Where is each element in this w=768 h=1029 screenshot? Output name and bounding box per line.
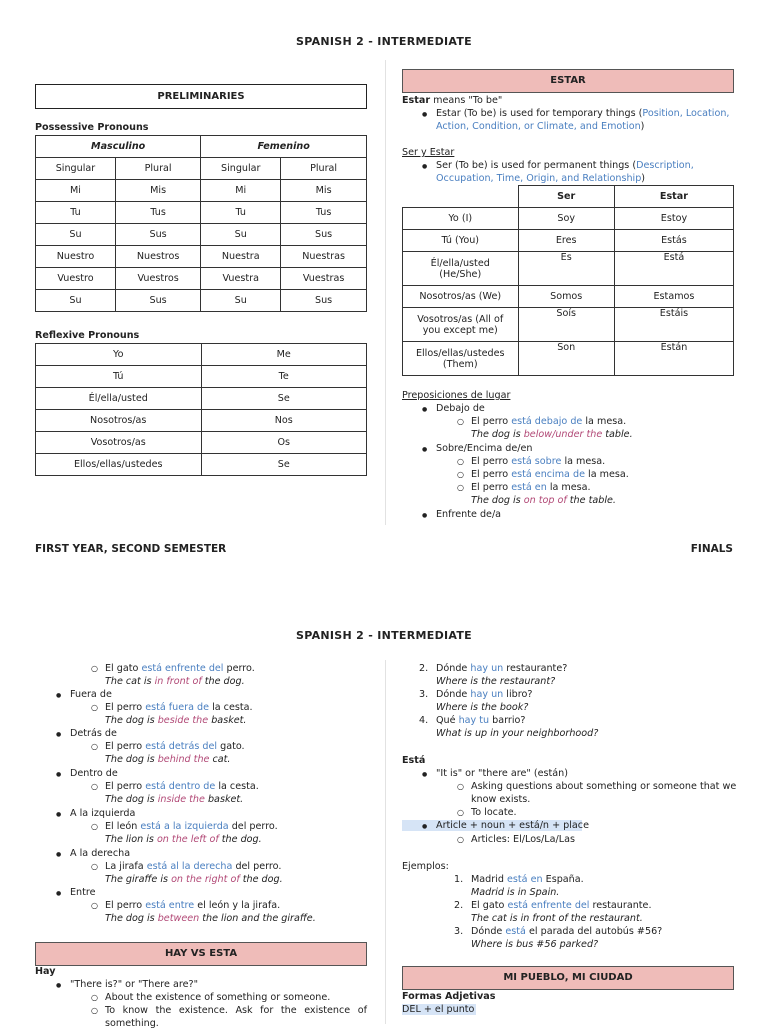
cell: Sus (281, 224, 367, 246)
text: Ser (To be) is used for permanent things ( (436, 160, 637, 171)
t: The dog is (105, 715, 158, 726)
cell: Nuestros (115, 246, 200, 268)
example (471, 469, 629, 480)
cell: Estamos (614, 286, 733, 308)
t: del perro. (232, 861, 282, 872)
num: 3. (454, 926, 464, 937)
cell: Sus (281, 290, 367, 312)
cell: Su (201, 290, 281, 312)
hay-label: Hay (35, 966, 56, 977)
cell: Vuestros (115, 268, 200, 290)
list-item: ● Debajo de (436, 403, 485, 414)
t: basket. (204, 794, 244, 805)
estar-means (402, 95, 502, 106)
t: El perro (105, 741, 146, 752)
t: the lion and the giraffe. (199, 913, 316, 924)
possessive-pronouns-table (35, 135, 367, 312)
page-title: SPANISH 2 - INTERMEDIATE (296, 35, 472, 48)
translation (105, 913, 316, 924)
translation (471, 495, 616, 506)
t: El perro (471, 469, 512, 480)
t: on top of (523, 495, 567, 506)
example (105, 702, 253, 713)
text: Description, (636, 160, 694, 171)
blank-header (403, 186, 519, 208)
cell: Ellos/ellas/ustedes (Them) (403, 342, 519, 376)
t: the dog. (239, 874, 283, 885)
t: la mesa. (546, 482, 591, 493)
t: está en (511, 482, 547, 493)
cell: Mi (201, 180, 281, 202)
cell: Es (518, 252, 614, 286)
example (105, 781, 259, 792)
cell: Tus (115, 202, 200, 224)
list-item-cont (436, 121, 644, 132)
t: cat. (209, 754, 231, 765)
list-item-cont (436, 173, 645, 184)
t: The dog is (105, 754, 158, 765)
t: la mesa. (561, 456, 606, 467)
table-row (403, 208, 734, 230)
t: the table. (566, 495, 616, 506)
t: perro. (223, 663, 255, 674)
subheader: Plural (281, 158, 367, 180)
cell: Vuestro (36, 268, 116, 290)
t: está detrás del (145, 741, 218, 752)
sub-item: ○ Asking questions about something or someone that we (471, 781, 736, 792)
t: El perro (105, 781, 146, 792)
list-item: ● "It is" or "there are" (están) (436, 768, 568, 779)
translation (105, 676, 245, 687)
t: hay tu (458, 715, 490, 726)
cell: Tú (36, 366, 202, 388)
column-divider (385, 60, 386, 525)
list-item: ● Fuera de (70, 689, 112, 700)
table-row (403, 252, 734, 286)
translation: Where is the book? (436, 702, 529, 713)
text: Estar (To be) is used for temporary things ( (436, 108, 643, 119)
cell: Se (201, 454, 367, 476)
example (471, 482, 591, 493)
t: la cesta. (209, 702, 253, 713)
list-item: ● Enfrente de/a (436, 509, 501, 520)
cell: Él/ella/usted (36, 388, 202, 410)
table-row (36, 388, 367, 410)
masculino-header: Masculino (36, 136, 201, 158)
estar-header: Estar (614, 186, 733, 208)
t: Dónde (471, 926, 506, 937)
t: The cat is (105, 676, 155, 687)
t: Qué (436, 715, 459, 726)
cell: Vosotros/as (All of you except me) (403, 308, 519, 342)
example (471, 416, 626, 427)
esta-formula-highlight (402, 820, 589, 831)
t: está fuera de (145, 702, 210, 713)
list-item: ● A la derecha (70, 848, 130, 859)
translation (105, 874, 283, 885)
t: restaurante. (589, 900, 652, 911)
preliminaries-heading: PRELIMINARIES (35, 84, 367, 109)
t: está enfrente del (507, 900, 590, 911)
estar-heading: ESTAR (402, 69, 734, 93)
translation (105, 754, 230, 765)
t: behind the (157, 754, 210, 765)
example (454, 874, 584, 885)
table-row (36, 246, 367, 268)
cell: Somos (518, 286, 614, 308)
cell: Su (36, 224, 116, 246)
t: está al la derecha (146, 861, 233, 872)
cell: Nosotros/as (We) (403, 286, 519, 308)
table-row (36, 410, 367, 432)
t: está encima de (511, 469, 585, 480)
t: hay un (470, 689, 504, 700)
t: gato. (217, 741, 245, 752)
cell: Yo (36, 344, 202, 366)
translation (105, 834, 262, 845)
list-item (436, 108, 729, 119)
t: del perro. (228, 821, 278, 832)
t: la mesa. (582, 416, 627, 427)
translation (471, 429, 633, 440)
cell: Mi (36, 180, 116, 202)
t: the dog. (218, 834, 262, 845)
sub-item: ○ Articles: El/Los/La/Las (471, 834, 575, 845)
example (454, 900, 652, 911)
reflexive-pronouns-label: Reflexive Pronouns (35, 330, 140, 341)
table-row (36, 180, 367, 202)
t: The dog is (105, 913, 158, 924)
cell: Tu (36, 202, 116, 224)
t: The dog is (471, 429, 524, 440)
list-item: ● Entre (70, 887, 96, 898)
cell: Me (201, 344, 367, 366)
preposiciones-label: Preposiciones de lugar (402, 390, 511, 401)
cell: Vuestras (281, 268, 367, 290)
cell: Mis (281, 180, 367, 202)
t: la mesa. (584, 469, 629, 480)
femenino-header: Femenino (201, 136, 367, 158)
cell: Su (36, 290, 116, 312)
table-row (36, 366, 367, 388)
t: El perro (105, 900, 146, 911)
subheader: Plural (115, 158, 200, 180)
t: Madrid (471, 874, 507, 885)
t: España. (542, 874, 584, 885)
cell: Estáis (614, 308, 733, 342)
sub-item: ○ To locate. (471, 807, 517, 818)
list-item (436, 160, 694, 171)
ser-y-estar-label: Ser y Estar (402, 147, 455, 158)
cell: Soís (518, 308, 614, 342)
num: 2. (419, 663, 429, 674)
t: está en (507, 874, 543, 885)
num: 2. (454, 900, 464, 911)
subheader: Singular (201, 158, 281, 180)
translation (105, 794, 243, 805)
cell: Mis (115, 180, 200, 202)
translation: Madrid is in Spain. (471, 887, 560, 898)
t: The lion is (105, 834, 157, 845)
t: restaurante? (503, 663, 568, 674)
question (419, 689, 532, 700)
cell: Sus (115, 290, 200, 312)
t: The giraffe is (105, 874, 172, 885)
t: beside the (157, 715, 209, 726)
t: the dog. (201, 676, 245, 687)
t: está debajo de (511, 416, 583, 427)
cell: Tus (281, 202, 367, 224)
cell: Tú (You) (403, 230, 519, 252)
page-title: SPANISH 2 - INTERMEDIATE (296, 629, 472, 642)
cell: Estás (614, 230, 733, 252)
cell: Soy (518, 208, 614, 230)
num: 4. (419, 715, 429, 726)
question (419, 715, 526, 726)
t: El gato (105, 663, 142, 674)
cell: Nosotros/as (36, 410, 202, 432)
table-row (403, 286, 734, 308)
cell: Te (201, 366, 367, 388)
cell: Nos (201, 410, 367, 432)
footer-semester: FIRST YEAR, SECOND SEMESTER (35, 543, 227, 555)
num: 1. (454, 874, 464, 885)
cell: Vosotros/as (36, 432, 202, 454)
text: Occupation, Time, Origin, and Relationship (436, 173, 642, 184)
t: between (157, 913, 200, 924)
text: Action, Condition, or Climate, and Emotion (436, 121, 641, 132)
cell: Eres (518, 230, 614, 252)
t: Dónde (436, 689, 471, 700)
esta-formula: ● Article + noun + está/n + place (436, 820, 589, 831)
text: Position, Location, (642, 108, 730, 119)
translation: Where is bus #56 parked? (471, 939, 599, 950)
t: El perro (471, 456, 512, 467)
list-item: ● "There is?" or "There are?" (70, 979, 198, 990)
estar-word: Estar (402, 95, 431, 106)
table-row (36, 224, 367, 246)
sub-item: ○ To know the existence. Ask for the existence of (105, 1005, 367, 1016)
t: inside the (157, 794, 205, 805)
cell: Nuestra (201, 246, 281, 268)
cell: Vuestra (201, 268, 281, 290)
t: barrio? (489, 715, 526, 726)
list-item: ● Dentro de (70, 768, 118, 779)
list-item: ● A la izquierda (70, 808, 135, 819)
t: below/under the (523, 429, 603, 440)
t: basket. (208, 715, 247, 726)
t: on the left of (156, 834, 219, 845)
num: 3. (419, 689, 429, 700)
table-row (36, 268, 367, 290)
table-row (36, 202, 367, 224)
t: está sobre (511, 456, 562, 467)
example (454, 926, 662, 937)
t: la cesta. (215, 781, 259, 792)
formas-adjetivas-label: Formas Adjetivas (402, 991, 496, 1002)
text: ) (640, 121, 645, 132)
t: está entre (145, 900, 195, 911)
means-text: means "To be" (430, 95, 503, 106)
t: Dónde (436, 663, 471, 674)
ser-header: Ser (518, 186, 614, 208)
t: hay un (470, 663, 504, 674)
question (419, 663, 567, 674)
table-row (403, 342, 734, 376)
t: La jirafa (105, 861, 147, 872)
table-row (403, 308, 734, 342)
t: on the right of (171, 874, 240, 885)
translation: Where is the restaurant? (436, 676, 556, 687)
cell: Se (201, 388, 367, 410)
t: The dog is (471, 495, 524, 506)
cell: Ellos/ellas/ustedes (36, 454, 202, 476)
cell: Él/ella/usted (He/She) (403, 252, 519, 286)
sub-item-cont: know exists. (471, 794, 531, 805)
t: está enfrente del (141, 663, 224, 674)
text: ) (641, 173, 646, 184)
example (105, 900, 280, 911)
t: está dentro de (145, 781, 216, 792)
cell: Su (201, 224, 281, 246)
t: El perro (471, 482, 512, 493)
table-row (36, 454, 367, 476)
t: libro? (503, 689, 533, 700)
translation (105, 715, 246, 726)
ejemplos-label: Ejemplos: (402, 861, 449, 872)
table-row (36, 290, 367, 312)
cell: Está (614, 252, 733, 286)
example (105, 861, 281, 872)
cell: Son (518, 342, 614, 376)
t: el parada del autobús #56? (525, 926, 663, 937)
t: El perro (471, 416, 512, 427)
table-row (36, 344, 367, 366)
t: el león y la jirafa. (194, 900, 281, 911)
mi-pueblo-heading: MI PUEBLO, MI CIUDAD (402, 966, 734, 990)
cell: Nuestras (281, 246, 367, 268)
translation: The cat is in front of the restaurant. (471, 913, 643, 924)
t: The dog is (105, 794, 158, 805)
translation: What is up in your neighborhood? (436, 728, 599, 739)
reflexive-pronouns-table (35, 343, 367, 476)
example (105, 741, 245, 752)
cell: Sus (115, 224, 200, 246)
hay-vs-esta-heading: HAY VS ESTA (35, 942, 367, 966)
t: está (505, 926, 526, 937)
t: table. (602, 429, 633, 440)
table-row (403, 230, 734, 252)
table-row (36, 432, 367, 454)
list-item: ● Detrás de (70, 728, 117, 739)
t: está a la izquierda (140, 821, 229, 832)
footer-finals: FINALS (690, 543, 733, 555)
cell: Están (614, 342, 733, 376)
cell: Nuestro (36, 246, 116, 268)
cell: Estoy (614, 208, 733, 230)
possessive-pronouns-label: Possessive Pronouns (35, 122, 149, 133)
example (105, 821, 278, 832)
sub-item-cont: something. (105, 1018, 159, 1029)
t: El gato (471, 900, 508, 911)
del-punto: DEL + el punto (402, 1004, 475, 1015)
cell: Yo (I) (403, 208, 519, 230)
cell: Tu (201, 202, 281, 224)
t: El perro (105, 702, 146, 713)
column-divider (385, 660, 386, 1024)
esta-label: Está (402, 755, 426, 766)
list-item: ● Sobre/Encima de/en (436, 443, 532, 454)
cell: Os (201, 432, 367, 454)
t: El león (105, 821, 141, 832)
t: in front of (154, 676, 202, 687)
example (105, 663, 255, 674)
example (471, 456, 605, 467)
subheader: Singular (36, 158, 116, 180)
sub-item: ○ About the existence of something or someone. (105, 992, 330, 1003)
ser-estar-table (402, 185, 734, 376)
